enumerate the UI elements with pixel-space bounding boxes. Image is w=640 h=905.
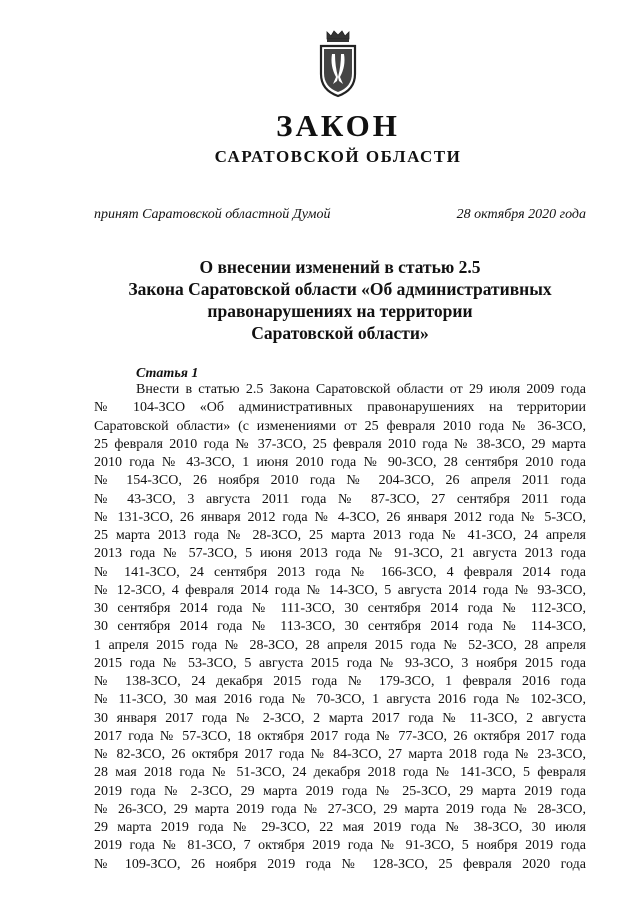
article-line: № 138-ЗСО, 24 декабря 2015 года № 179-ЗСО, 1 февраля 2016 года <box>94 674 586 689</box>
article-line: № 82-ЗСО, 26 октября 2017 года № 84-ЗСО, 27 марта 2018 года № 23-ЗСО, <box>94 747 586 762</box>
heading-line: Закона Саратовской области «Об административных <box>128 279 552 299</box>
law-region-subtitle: САРАТОВСКОЙ ОБЛАСТИ <box>214 147 462 166</box>
article-title: Статья 1 <box>136 366 199 381</box>
article-line: 2010 года № 43-ЗСО, 1 июня 2010 года № 90-ЗСО, 28 сентября 2010 года <box>94 455 586 470</box>
article-line: № 12-ЗСО, 4 февраля 2014 года № 14-ЗСО, 5 августа 2014 года № 93-ЗСО, <box>94 582 586 598</box>
article-line: 1 апреля 2015 года № 28-ЗСО, 28 апреля 2015 года № 52-ЗСО, 28 апреля <box>94 637 586 653</box>
saratov-coat-of-arms-icon <box>318 30 358 98</box>
heading-line: Саратовской области» <box>251 323 429 343</box>
heading-line: О внесении изменений в статью 2.5 <box>199 257 481 277</box>
article-line: № 43-ЗСО, 3 августа 2011 года № 87-ЗСО, 27 сентября 2011 года <box>94 491 586 507</box>
adopted-by-text: принят Саратовской областной Думой <box>94 207 331 222</box>
article-line: 30 сентября 2014 года № 113-ЗСО, 30 сентября 2014 года № 114-ЗСО, <box>94 619 586 635</box>
article-line: № 11-ЗСО, 30 мая 2016 года № 70-ЗСО, 1 августа 2016 года № 102-ЗСО, <box>94 692 586 708</box>
article-line: № 141-ЗСО, 24 сентября 2013 года № 166-ЗСО, 4 февраля 2014 года <box>94 564 586 580</box>
adoption-date: 28 октября 2020 года <box>456 207 586 222</box>
heading-line: правонарушениях на территории <box>207 301 473 321</box>
article-line: 25 марта 2013 года № 28-ЗСО, 25 марта 2013 года № 41-ЗСО, 24 апреля <box>94 528 586 543</box>
article-line: 30 сентября 2014 года № 111-ЗСО, 30 сентября 2014 года № 112-ЗСО, <box>94 601 586 616</box>
article-line: № 104-ЗСО «Об административных правонарушениях на территории <box>94 400 586 416</box>
article-line: 2019 года № 81-ЗСО, 7 октября 2019 года № 91-ЗСО, 5 ноября 2019 года <box>94 838 586 854</box>
article-line: 30 января 2017 года № 2-ЗСО, 2 марта 2017 года № 11-ЗСО, 2 августа <box>94 710 586 726</box>
article-line: № 131-ЗСО, 26 января 2012 года № 4-ЗСО, 26 января 2012 года № 5-ЗСО, <box>94 509 586 525</box>
article-line: Саратовской области» (с изменениями от 25 февраля 2010 года № 36-ЗСО, <box>94 418 586 434</box>
article-line: 2013 года № 57-ЗСО, 5 июня 2013 года № 91-ЗСО, 21 августа 2013 года <box>94 546 586 562</box>
article-line: 2017 года № 57-ЗСО, 18 октября 2017 года № 77-ЗСО, 26 октября 2017 года <box>94 728 586 744</box>
article-line: 2019 года № 2-ЗСО, 29 марта 2019 года № 25-ЗСО, 29 марта 2019 года <box>94 783 586 799</box>
article-line: 25 февраля 2010 года № 37-ЗСО, 25 февраля 2010 года № 38-ЗСО, 29 марта <box>94 436 586 452</box>
article-line: № 109-ЗСО, 26 ноября 2019 года № 128-ЗСО, 25 февраля 2020 года <box>94 856 586 872</box>
article-line: 2015 года № 53-ЗСО, 5 августа 2015 года № 93-ЗСО, 3 ноября 2015 года <box>94 655 586 671</box>
article-line: 28 мая 2018 года № 51-ЗСО, 24 декабря 2018 года № 141-ЗСО, 5 февраля <box>94 765 586 781</box>
article-body <box>94 381 586 874</box>
article-line: № 26-ЗСО, 29 марта 2019 года № 27-ЗСО, 29 марта 2019 года № 28-ЗСО, <box>94 801 586 817</box>
article-line: Внести в статью 2.5 Закона Саратовской области от 29 июля 2009 года <box>136 382 586 397</box>
document-heading <box>94 256 586 344</box>
adoption-row <box>94 206 586 224</box>
law-title: ЗАКОН <box>276 108 400 143</box>
article-line: № 154-ЗСО, 26 ноября 2010 года № 204-ЗСО, 26 апреля 2011 года <box>94 473 586 489</box>
article-line: 29 марта 2019 года № 29-ЗСО, 22 мая 2019 года № 38-ЗСО, 30 июля <box>94 820 586 835</box>
